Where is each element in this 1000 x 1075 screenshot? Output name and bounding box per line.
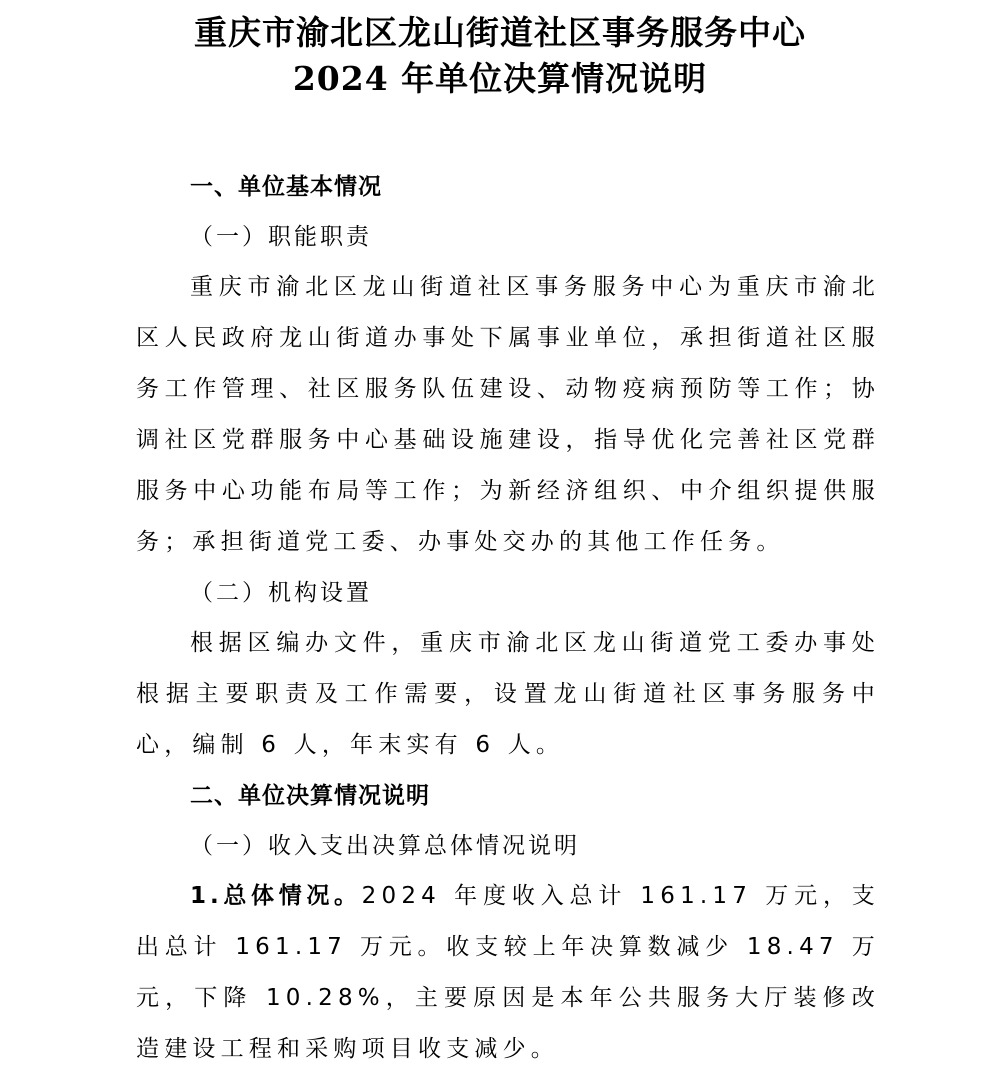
paragraph-organization: 根据区编办文件，重庆市渝北区龙山街道党工委办事处根据主要职责及工作需要，设置龙山街道社区事务服务中心，编制 6 人，年末实有 6 人。 bbox=[136, 630, 880, 758]
document-title bbox=[0, 10, 1000, 102]
document-body bbox=[136, 162, 880, 1075]
subheading-functions: （一）职能职责 bbox=[190, 224, 372, 250]
subheading-organization: （二）机构设置 bbox=[190, 580, 372, 606]
title-line-2: 2024 年单位决算情况说明 bbox=[292, 59, 708, 98]
subheading-income-expense: （一）收入支出决算总体情况说明 bbox=[190, 833, 580, 859]
title-line-1: 重庆市渝北区龙山街道社区事务服务中心 bbox=[194, 13, 806, 52]
overall-body: 2024 年度收入总计 161.17 万元，支出总计 161.17 万元。收支较上年决算数减少 18.47 万元，下降 10.28%，主要原因是本年公共服务大厅装修改造建设工程和采购项目收支减少。 bbox=[136, 883, 881, 1062]
section-heading-final-accounts: 二、单位决算情况说明 bbox=[190, 783, 430, 809]
paragraph-overall bbox=[136, 871, 880, 1075]
paragraph-functions: 重庆市渝北区龙山街道社区事务服务中心为重庆市渝北区人民政府龙山街道办事处下属事业单位，承担街道社区服务工作管理、社区服务队伍建设、动物疫病预防等工作；协调社区党群服务中心基础设施建设，指导优化完善社区党群服务中心功能布局等工作；为新经济组织、中介组织提供服务；承担街道党工委、办事处交办的其他工作任务。 bbox=[136, 274, 880, 555]
section-heading-basic-info: 一、单位基本情况 bbox=[190, 174, 382, 200]
overall-lead: 1.总体情况。 bbox=[190, 883, 362, 909]
